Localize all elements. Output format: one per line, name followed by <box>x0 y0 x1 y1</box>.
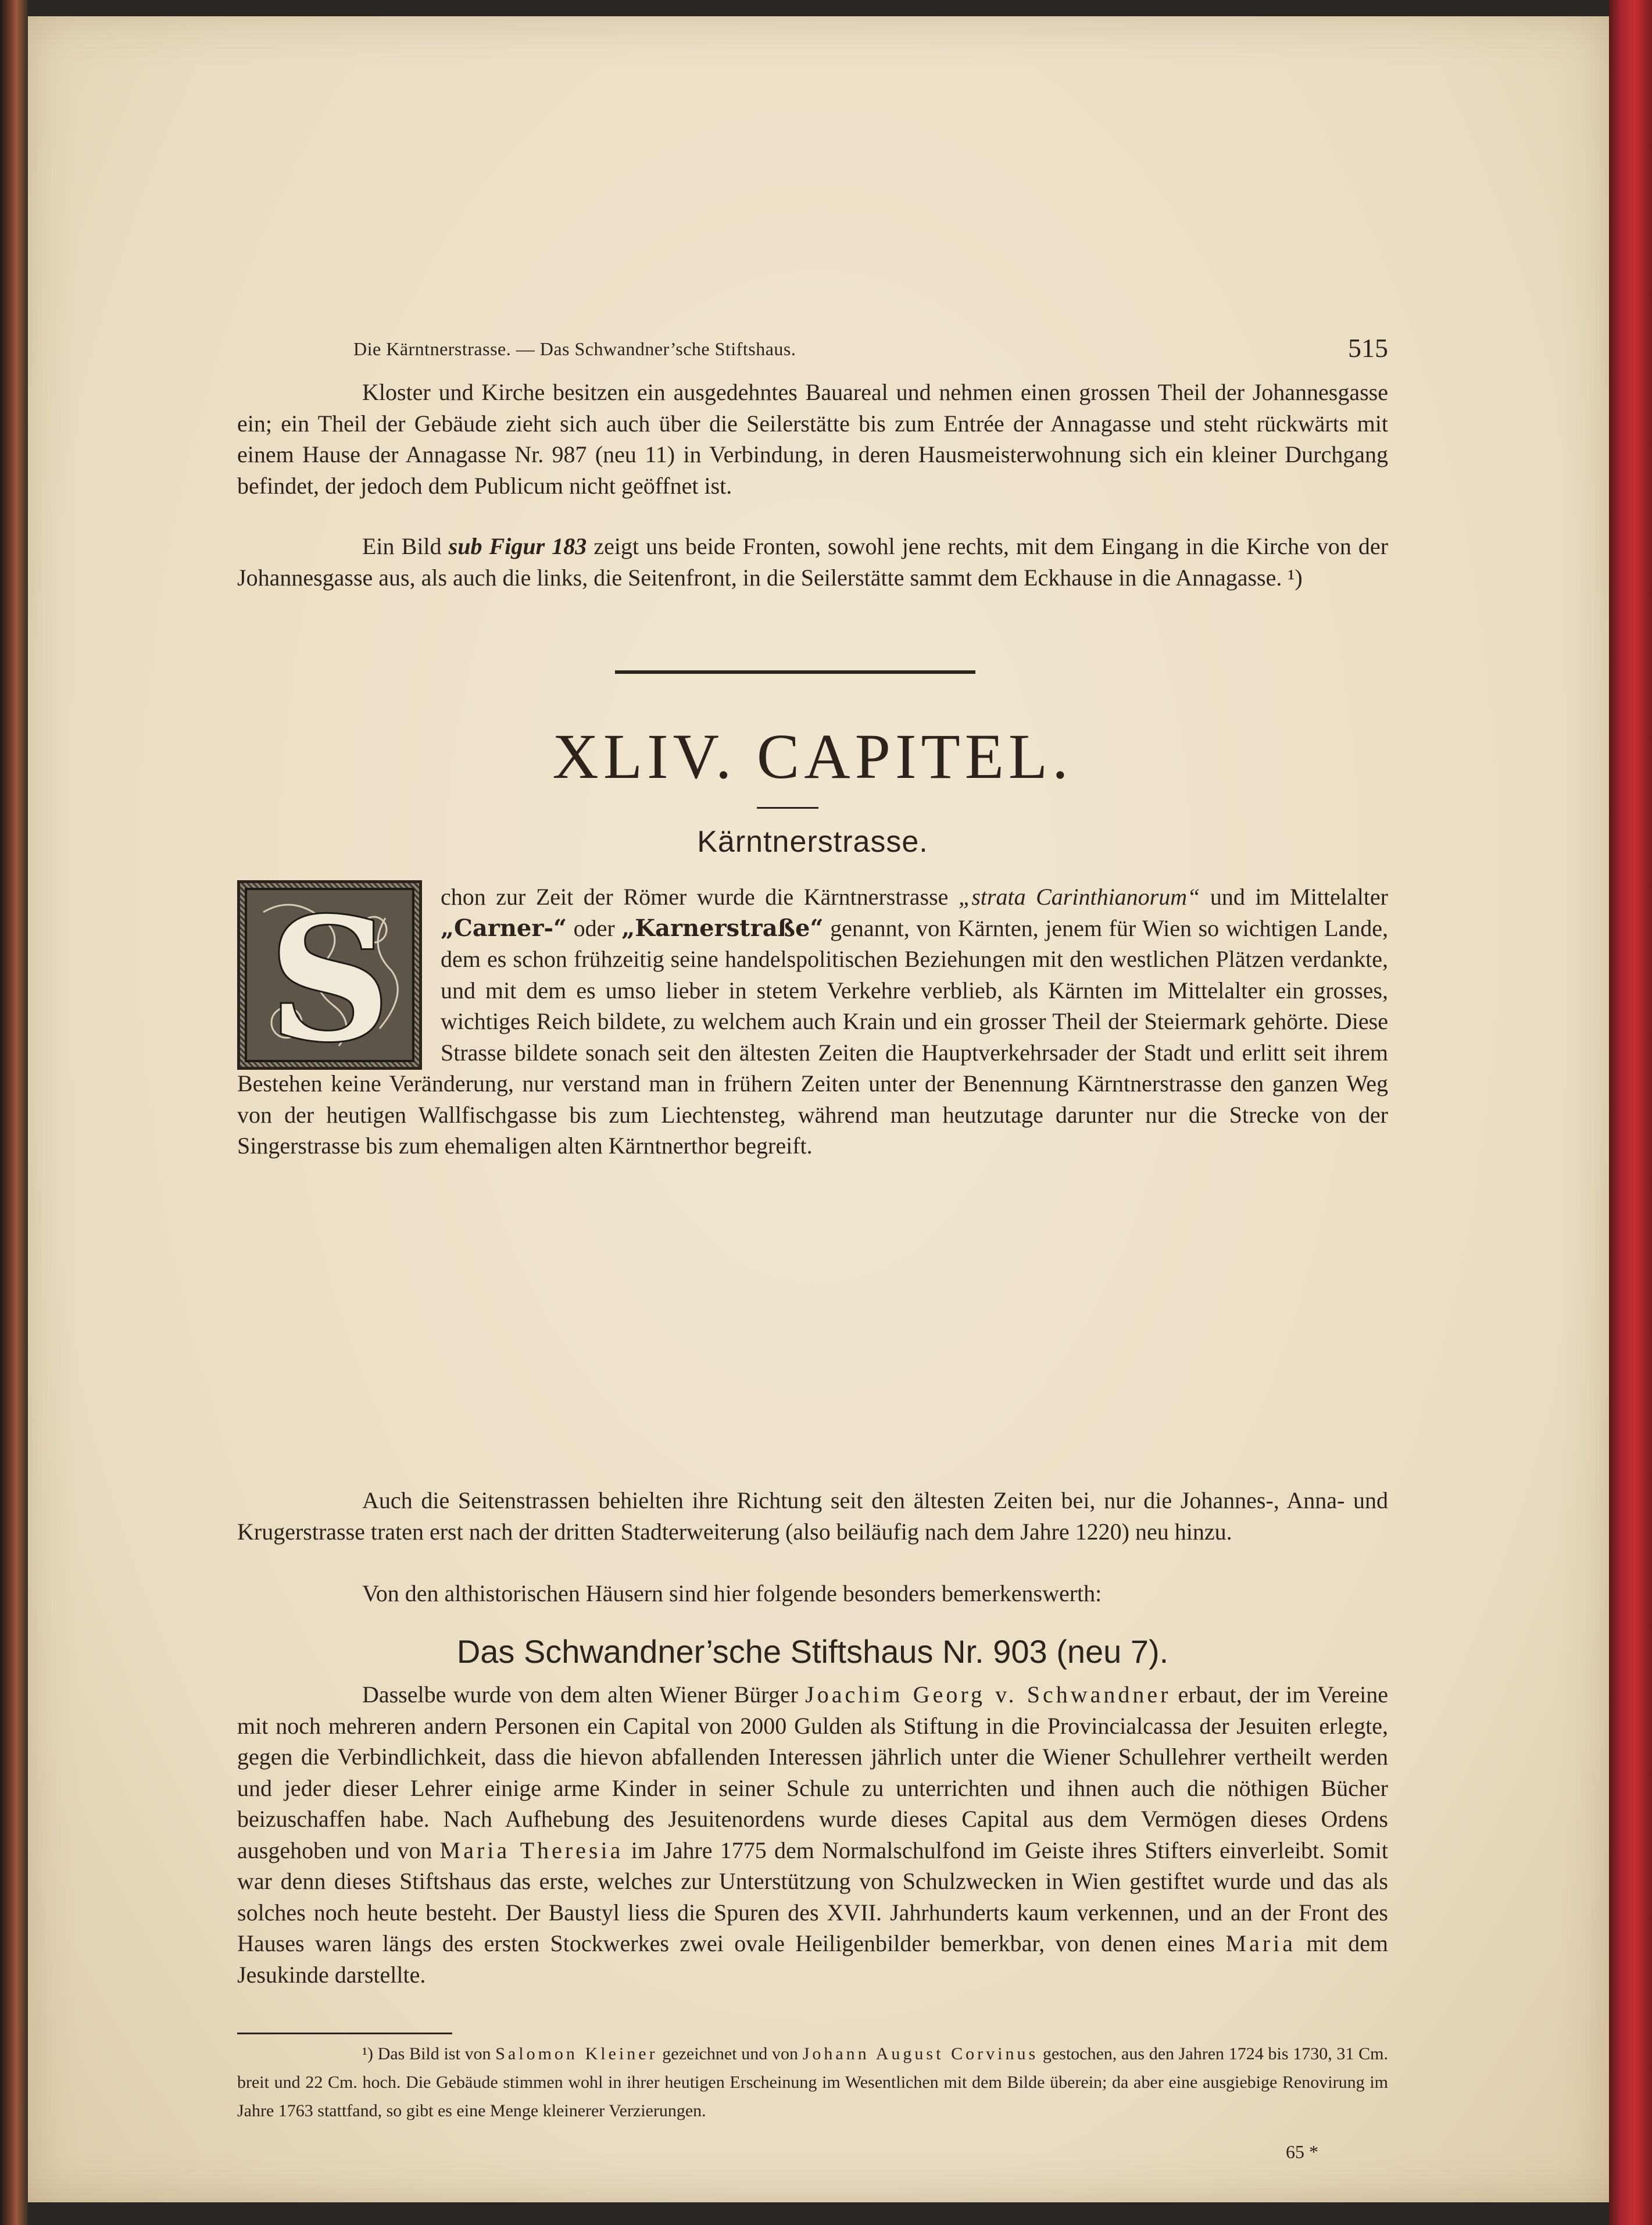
footnote <box>237 2040 1388 2125</box>
figure-reference: sub Figur 183 <box>448 533 587 559</box>
paragraph-schon <box>237 881 1388 1162</box>
paragraph-bild <box>237 531 1388 593</box>
person-maria: Maria <box>1225 1930 1296 1956</box>
signature-mark: 65 * <box>1286 2141 1318 2162</box>
section-title: Kärntnerstrasse. <box>697 825 928 859</box>
chapter-rule <box>757 807 818 809</box>
facing-page-edge <box>0 0 28 2225</box>
schon-text-3: oder <box>567 915 622 941</box>
paragraph-dasselbe <box>237 1679 1388 1990</box>
running-title: Die Kärntnerstrasse. — Das Schwandner’sche Stiftshaus. <box>353 338 796 359</box>
person-maria-theresia: Maria Theresia <box>439 1837 624 1863</box>
footnote-person-corvinus: Johann August Corvinus <box>802 2044 1039 2063</box>
schon-text-1: chon zur Zeit der Römer wurde die Kärntnerstrasse <box>441 884 959 910</box>
person-schwandner: Joachim Georg v. Schwandner <box>805 1681 1171 1708</box>
paragraph-auch: Auch die Seitenstrassen behielten ihre Richtung seit den ältesten Zeiten bei, nur die Johannes-, Anna- und Krugerstrasse traten erst nach der dritten Stadterweiterung (also beiläufig nach dem Jahre 1220) neu hinzu. <box>237 1487 1388 1545</box>
running-head <box>237 324 1388 363</box>
paragraph-von: Von den althistorischen Häusern sind hier folgende besonders bemerkenswerth: <box>362 1580 1102 1606</box>
footnote-rule <box>237 2033 452 2034</box>
schon-text-4: genannt, von Kärnten, jenem für Wien so wichtigen Lande, dem es schon frühzeitig seine handelspolitischen Beziehungen mit den westlichen Plätzen verdankte, und mit dem es umso lieber in stetem Verkehre verblieb, als Kärnten im Mittelalter ein grosses, wichtiges Reich bildete, zu welchem auch Krain und ein grosser Theil der Steiermark gehörte. Diese Strasse bildete sonach seit den ältesten Zeiten die Hauptverkehrsader der Stadt und erlitt seit ihrem Bestehen keine Veränderung, nur verstand man in frühern Zeiten unter der Benennung Kärntnerstrasse den ganzen Weg von der heutigen Wallfischgasse bis zum Liechtensteg, während man heutzutage darunter nur die Strecke von der Singerstrasse bis zum ehemaligen alten Kärntnerthor begreift. <box>237 915 1388 1159</box>
page-number: 515 <box>1348 333 1388 363</box>
chapter-heading: XLIV. CAPITEL. <box>552 721 1073 792</box>
paragraph-bild-text-1: Ein Bild <box>362 533 449 559</box>
paragraph-kloster: Kloster und Kirche besitzen ein ausgedehntes Bauareal und nehmen einen grossen Theil der Johannesgasse ein; ein Theil der Gebäude zieht sich auch über die Seilerstätte bis zum Entrée der Annagasse und steht rückwärts mit einem Hause der Annagasse Nr. 987 (neu 11) in Verbindung, in deren Hausmeisterwohnung sich ein kleiner Durchgang befindet, der jedoch dem Publicum nicht geöffnet ist. <box>237 379 1388 499</box>
schon-text-2: und im Mittelalter <box>1200 884 1389 910</box>
page-content <box>237 301 1388 2197</box>
blackletter-name-1: „Carner-“ <box>441 914 567 942</box>
blackletter-name-2: „Karnerstraße“ <box>621 914 824 942</box>
dasselbe-text-3: im Jahre 1775 dem Normalschulfond im Geiste ihres Stifters einverleibt. Somit war denn dieses Stiftshaus das erste, welches zur Unterstützung von Schulzwecken in Wien gestiftet wurde und das als solches noch heute besteht. Der Baustyl liess die Spuren des XVII. Jahrhunderts kaum verkennen, und an der Front des Hauses waren längs des ersten Stockwerkes zwei ovale Heiligenbilder bemerkbar, von denen eines <box>237 1837 1389 1956</box>
initial-space <box>237 881 441 1067</box>
dasselbe-text-4: mit dem Jesukinde darstellte. <box>237 1930 1388 1988</box>
footnote-text-2: gezeichnet und von <box>657 2044 803 2063</box>
dasselbe-text-2: erbaut, der im Vereine mit noch mehreren andern Personen ein Capital von 2000 Gulden als Stiftung in die Provincialcassa der Jesuiten erlegte, gegen die Verbindlichkeit, dass die hievon abfallenden Interessen jährlich unter die Wiener Schullehrer vertheilt werden und jeder dieser Lehrer einige arme Kinder in seiner Schule zu unterrichten und ihnen auch die nöthigen Bücher beizuschaffen habe. Nach Aufhebung des Jesuitenordens wurde dieses Capital aus dem Vermögen dieses Ordens ausgehoben und von <box>237 1681 1388 1863</box>
dasselbe-text-1: Dasselbe wurde von dem alten Wiener Bürger <box>362 1681 806 1708</box>
red-book-edge <box>1609 0 1652 2225</box>
latin-name: „strata Carinthianorum“ <box>958 884 1200 910</box>
section-divider <box>615 670 975 674</box>
subsection-heading: Das Schwandner’sche Stiftshaus Nr. 903 (neu 7). <box>456 1633 1169 1670</box>
paragraph-bild-text-2: zeigt uns beide Fronten, sowohl jene rechts, mit dem Eingang in die Kirche von der Johannesgasse aus, als auch die links, die Seitenfront, in die Seilerstätte sammt dem Eckhause in die Annagasse. ¹) <box>237 533 1389 591</box>
footnote-person-kleiner: Salomon Kleiner <box>495 2044 658 2063</box>
footnote-text-1: ¹) Das Bild ist von <box>362 2044 496 2063</box>
book-page <box>28 16 1609 2202</box>
footnote-text-3: gestochen, aus den Jahren 1724 bis 1730, 31 Cm. breit und 22 Cm. hoch. Die Gebäude stimmen wohl in ihrer heutigen Erscheinung im Wesentlichen mit dem Bilde überein; da aber eine ausgiebige Renovirung im Jahre 1763 stattfand, so gibt es eine Menge kleinerer Verzierungen. <box>237 2044 1388 2120</box>
initial-letter: S <box>269 883 391 1067</box>
